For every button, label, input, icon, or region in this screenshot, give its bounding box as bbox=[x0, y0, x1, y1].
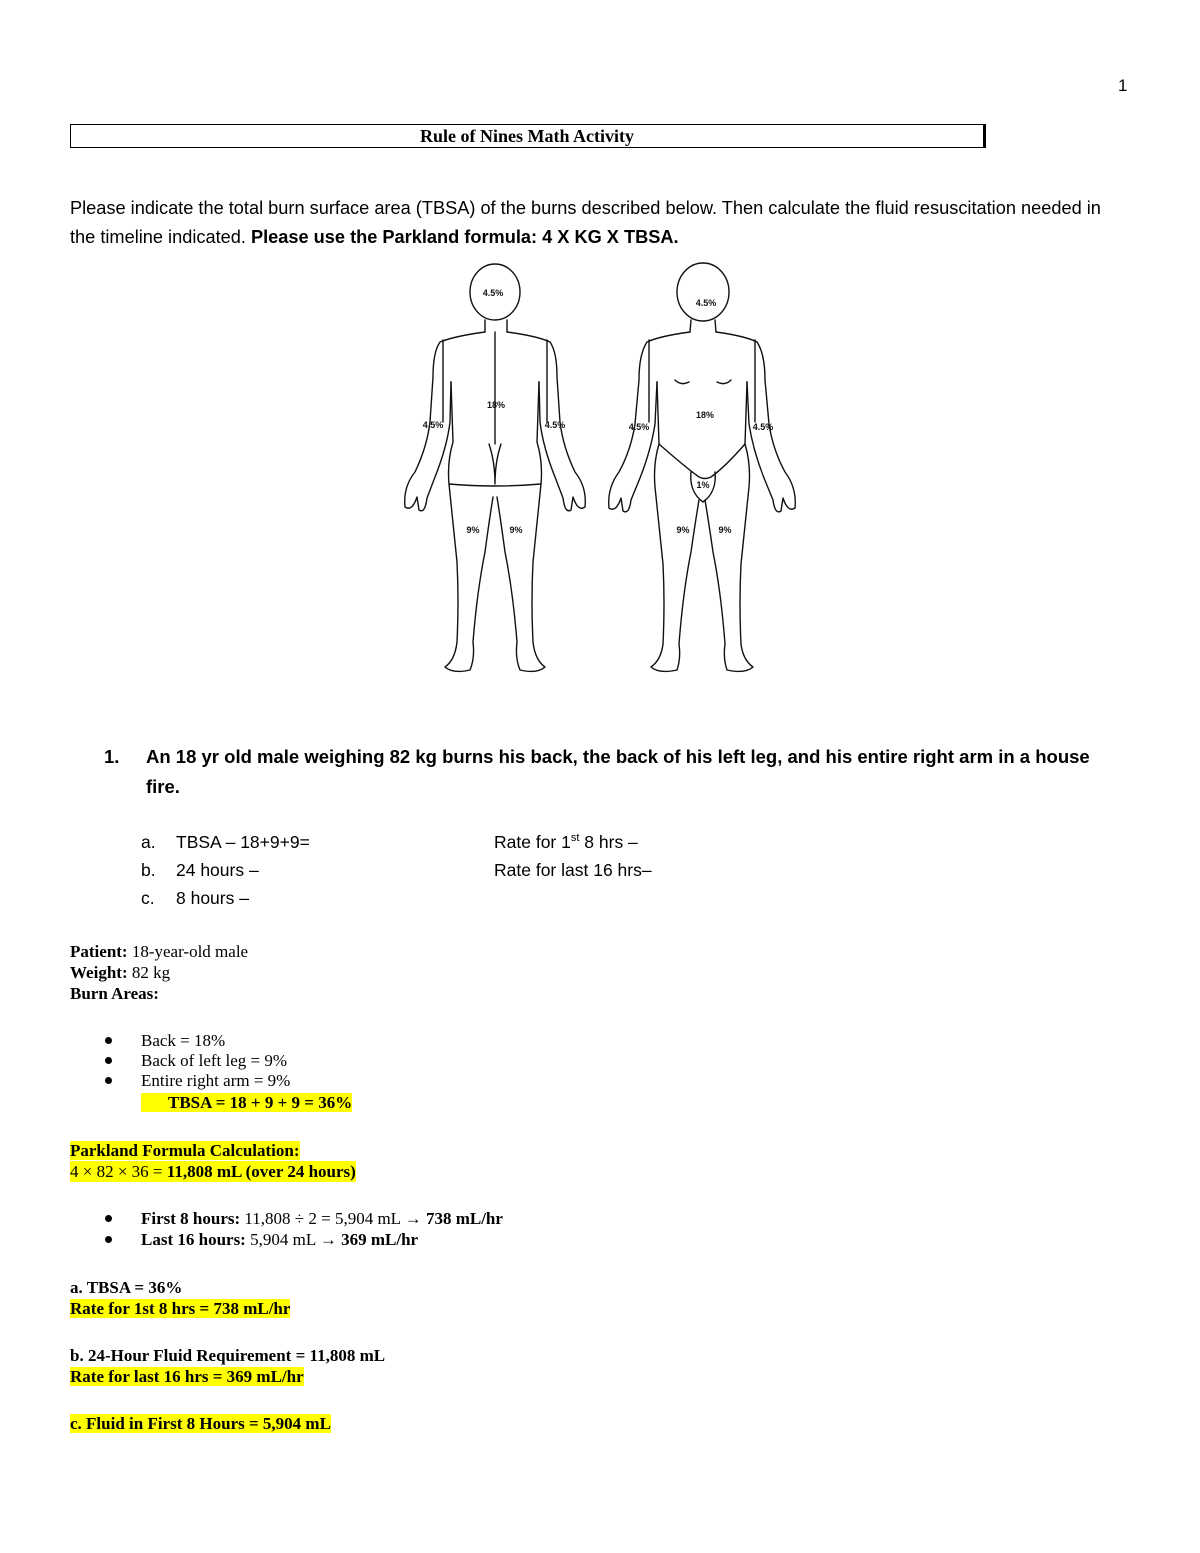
burn-area-item: Back of left leg = 9% bbox=[141, 1051, 288, 1070]
weight-value: 82 kg bbox=[127, 963, 171, 982]
last16-result: 369 mL/hr bbox=[341, 1230, 419, 1249]
option-b-letter: b. bbox=[141, 860, 156, 880]
answer-b-requirement bbox=[70, 1345, 385, 1366]
rate-first-8-hrs bbox=[494, 832, 638, 853]
front-right-arm-label: 4.5% bbox=[752, 422, 774, 432]
answer-a-rate bbox=[70, 1298, 290, 1319]
answer-a-tbsa-text: a. TBSA = 36% bbox=[70, 1278, 183, 1297]
answer-c-fluid-text: c. Fluid in First 8 Hours = 5,904 mL bbox=[70, 1414, 331, 1433]
intro-paragraph bbox=[70, 194, 1130, 252]
back-right-arm-label: 4.5% bbox=[544, 420, 566, 430]
front-right-leg-label: 9% bbox=[718, 525, 732, 535]
back-body-figure bbox=[405, 264, 586, 671]
back-left-arm-label: 4.5% bbox=[422, 420, 444, 430]
last16-label: Last 16 hours: bbox=[141, 1230, 246, 1249]
back-left-leg-label: 9% bbox=[466, 525, 480, 535]
answer-a-tbsa bbox=[70, 1277, 182, 1298]
front-trunk-label: 18% bbox=[695, 410, 715, 420]
burn-areas-label-text: Burn Areas: bbox=[70, 984, 159, 1003]
answer-b-rate bbox=[70, 1366, 304, 1387]
parkland-calculation bbox=[70, 1161, 356, 1182]
answer-a-rate-text: Rate for 1st 8 hrs = 738 mL/hr bbox=[70, 1299, 291, 1318]
parkland-heading bbox=[70, 1140, 300, 1161]
front-left-arm-label: 4.5% bbox=[628, 422, 650, 432]
option-a-text: TBSA – 18+9+9= bbox=[176, 832, 310, 852]
answer-b-requirement-text: b. 24-Hour Fluid Requirement = 11,808 mL bbox=[70, 1346, 386, 1365]
question-number: 1. bbox=[104, 746, 120, 767]
front-left-leg-label: 9% bbox=[676, 525, 690, 535]
bullet-icon bbox=[105, 1236, 112, 1243]
rule-of-nines-diagram bbox=[385, 262, 810, 687]
option-a-letter: a. bbox=[141, 832, 156, 852]
answer-c-fluid bbox=[70, 1413, 331, 1434]
front-body-figure bbox=[609, 263, 796, 671]
intro-formula: Please use the Parkland formula: 4 X KG X TBSA. bbox=[250, 227, 679, 247]
back-right-leg-label: 9% bbox=[509, 525, 523, 535]
front-groin-label: 1% bbox=[696, 480, 710, 490]
patient-line bbox=[70, 941, 248, 962]
question-1 bbox=[104, 742, 1114, 802]
front-head-label: 4.5% bbox=[695, 298, 717, 308]
first8-result: 738 mL/hr bbox=[425, 1209, 503, 1228]
rate-first-sup: st bbox=[570, 832, 580, 845]
option-c-letter: c. bbox=[141, 888, 155, 908]
weight-line bbox=[70, 962, 170, 983]
tbsa-total-text: TBSA = 18 + 9 + 9 = 36% bbox=[141, 1093, 352, 1112]
burn-area-item: Back = 18% bbox=[141, 1031, 226, 1050]
question-text: An 18 yr old male weighing 82 kg burns his back, the back of his left leg, and his entire right arm in a house fire. bbox=[146, 746, 1090, 797]
rate-first-post: 8 hrs – bbox=[579, 832, 638, 852]
back-trunk-label: 18% bbox=[486, 400, 506, 410]
option-b-text: 24 hours – bbox=[176, 860, 259, 880]
tbsa-total bbox=[141, 1092, 352, 1113]
page-title: Rule of Nines Math Activity bbox=[70, 124, 986, 148]
burn-areas-label bbox=[70, 983, 159, 1004]
patient-label: Patient: bbox=[70, 942, 128, 961]
rate-first-pre: Rate for 1 bbox=[494, 832, 571, 852]
page-number: 1 bbox=[1118, 76, 1128, 95]
parkland-pre: 4 × 82 × 36 = bbox=[70, 1162, 167, 1181]
back-head-label: 4.5% bbox=[482, 288, 504, 298]
bullet-icon bbox=[105, 1057, 112, 1064]
first8-mid: 11,808 ÷ 2 = 5,904 mL → bbox=[240, 1209, 426, 1228]
parkland-heading-text: Parkland Formula Calculation: bbox=[70, 1141, 300, 1160]
intro-text: Please indicate the total burn surface area (TBSA) of the burns described below. Then calculate the fluid resuscitation needed in the timeline indicated. bbox=[70, 198, 1101, 247]
first-8-hours-line bbox=[141, 1208, 503, 1229]
rate-last-16-hrs: Rate for last 16 hrs– bbox=[494, 860, 652, 880]
option-c-text: 8 hours – bbox=[176, 888, 249, 908]
bullet-icon bbox=[105, 1077, 112, 1084]
last16-mid: 5,904 mL → bbox=[245, 1230, 342, 1249]
answer-b-rate-text: Rate for last 16 hrs = 369 mL/hr bbox=[70, 1367, 304, 1386]
parkland-result: 11,808 mL (over 24 hours) bbox=[166, 1162, 356, 1181]
bullet-icon bbox=[105, 1215, 112, 1222]
patient-value: 18-year-old male bbox=[127, 942, 249, 961]
last-16-hours-line bbox=[141, 1229, 418, 1250]
bullet-icon bbox=[105, 1037, 112, 1044]
weight-label: Weight: bbox=[70, 963, 128, 982]
burn-area-item: Entire right arm = 9% bbox=[141, 1071, 291, 1090]
first8-label: First 8 hours: bbox=[141, 1209, 241, 1228]
